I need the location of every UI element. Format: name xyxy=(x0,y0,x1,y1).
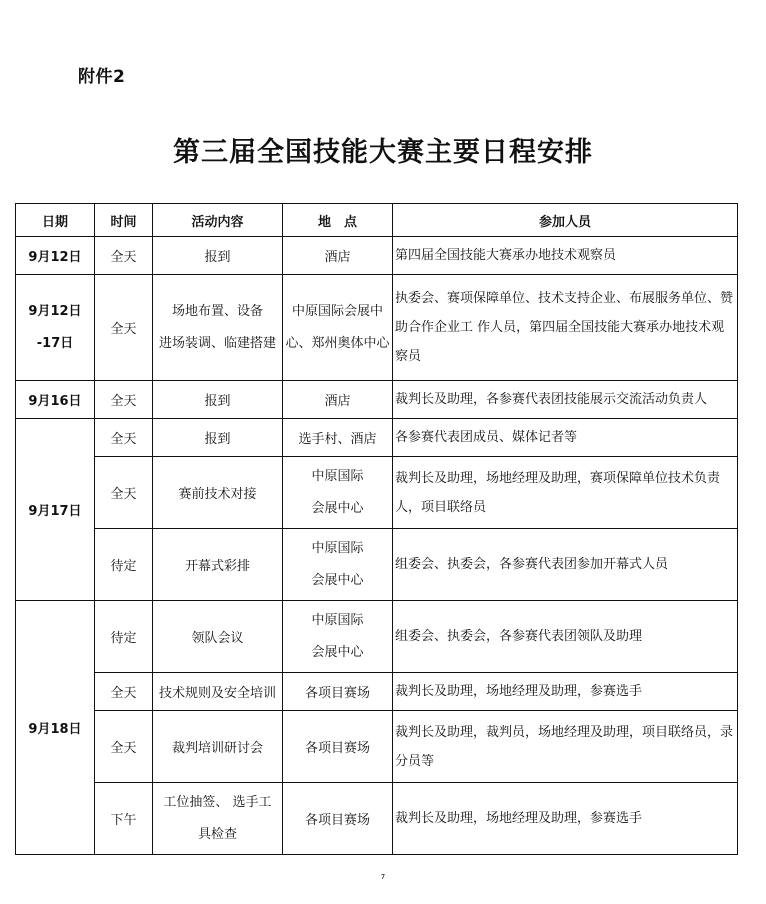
date-cell: 9月17日 xyxy=(16,419,95,601)
activity-cell xyxy=(153,783,283,855)
header-time: 时间 xyxy=(95,204,153,237)
participants-cell: 裁判长及助理，裁判员，场地经理及助理，项目联络员，录分员等 xyxy=(393,711,738,783)
schedule-table xyxy=(15,203,738,855)
time-cell: 全天 xyxy=(95,275,153,381)
table-row xyxy=(16,673,738,711)
time-cell: 下午 xyxy=(95,783,153,855)
time-cell: 全天 xyxy=(95,419,153,457)
page-title: 第三届全国技能大赛主要日程安排 xyxy=(173,137,593,168)
location-line-1: 中原国际 xyxy=(311,540,364,556)
activity-line-1: 工位抽签、 选手工 xyxy=(163,794,272,810)
location-line-2: 会展中心 xyxy=(311,572,364,588)
header-participants: 参加人员 xyxy=(393,204,738,237)
location-line-1: 中原国际 xyxy=(311,612,364,628)
table-row xyxy=(16,711,738,783)
time-cell: 待定 xyxy=(95,529,153,601)
location-cell: 各项目赛场 xyxy=(283,783,393,855)
participants-cell: 裁判长及助理，各参赛代表团技能展示交流活动负责人 xyxy=(393,381,738,419)
location-cell xyxy=(283,529,393,601)
time-cell: 全天 xyxy=(95,711,153,783)
location-cell: 选手村、酒店 xyxy=(283,419,393,457)
activity-line-2: 进场装调、临建搭建 xyxy=(158,335,276,351)
activity-cell: 报到 xyxy=(153,419,283,457)
participants-cell: 第四届全国技能大赛承办地技术观察员 xyxy=(393,237,738,275)
location-line-1: 中原国际 xyxy=(311,468,364,484)
table-row xyxy=(16,237,738,275)
date-cell xyxy=(16,275,95,381)
date-line-2: -17日 xyxy=(36,335,74,351)
table-row xyxy=(16,529,738,601)
participants-cell: 执委会、赛项保障单位、技术支持企业、布展服务单位、赞助合作企业工 作人员，第四届全国技能大赛承办地技术观察员 xyxy=(393,275,738,381)
time-cell: 全天 xyxy=(95,457,153,529)
location-cell xyxy=(283,275,393,381)
table-row xyxy=(16,381,738,419)
location-line-2: 会展中心 xyxy=(311,500,364,516)
time-cell: 全天 xyxy=(95,237,153,275)
date-cell: 9月18日 xyxy=(16,601,95,855)
header-location: 地 点 xyxy=(283,204,393,237)
header-activity: 活动内容 xyxy=(153,204,283,237)
location-cell: 酒店 xyxy=(283,237,393,275)
date-line-1: 9月12日 xyxy=(28,303,82,319)
participants-cell: 裁判长及助理，场地经理及助理，赛项保障单位技术负责人，项目联络员 xyxy=(393,457,738,529)
activity-cell: 领队会议 xyxy=(153,601,283,673)
activity-cell: 开幕式彩排 xyxy=(153,529,283,601)
participants-cell: 各参赛代表团成员、媒体记者等 xyxy=(393,419,738,457)
table-row xyxy=(16,783,738,855)
table-row xyxy=(16,457,738,529)
activity-cell: 报到 xyxy=(153,237,283,275)
table-row xyxy=(16,601,738,673)
page-number: 7 xyxy=(380,873,386,881)
location-line-2: 心、郑州奥体中心 xyxy=(285,335,390,351)
activity-line-1: 场地布置、设备 xyxy=(171,303,263,319)
date-cell: 9月12日 xyxy=(16,237,95,275)
time-cell: 全天 xyxy=(95,673,153,711)
activity-cell: 赛前技术对接 xyxy=(153,457,283,529)
location-cell: 各项目赛场 xyxy=(283,673,393,711)
attachment-label: 附件2 xyxy=(78,67,126,87)
table-row xyxy=(16,419,738,457)
time-cell: 待定 xyxy=(95,601,153,673)
location-cell: 各项目赛场 xyxy=(283,711,393,783)
participants-cell: 裁判长及助理，场地经理及助理，参赛选手 xyxy=(393,783,738,855)
location-cell xyxy=(283,601,393,673)
activity-cell xyxy=(153,275,283,381)
activity-cell: 报到 xyxy=(153,381,283,419)
time-cell: 全天 xyxy=(95,381,153,419)
header-date: 日期 xyxy=(16,204,95,237)
participants-cell: 裁判长及助理，场地经理及助理，参赛选手 xyxy=(393,673,738,711)
location-line-1: 中原国际会展中 xyxy=(291,303,383,319)
activity-cell: 技术规则及安全培训 xyxy=(153,673,283,711)
activity-line-2: 具检查 xyxy=(197,826,237,842)
table-header-row xyxy=(16,204,738,237)
activity-cell: 裁判培训研讨会 xyxy=(153,711,283,783)
date-cell: 9月16日 xyxy=(16,381,95,419)
participants-cell: 组委会、执委会，各参赛代表团领队及助理 xyxy=(393,601,738,673)
table-row xyxy=(16,275,738,381)
location-cell: 酒店 xyxy=(283,381,393,419)
participants-cell: 组委会、执委会，各参赛代表团参加开幕式人员 xyxy=(393,529,738,601)
location-cell xyxy=(283,457,393,529)
location-line-2: 会展中心 xyxy=(311,644,364,660)
